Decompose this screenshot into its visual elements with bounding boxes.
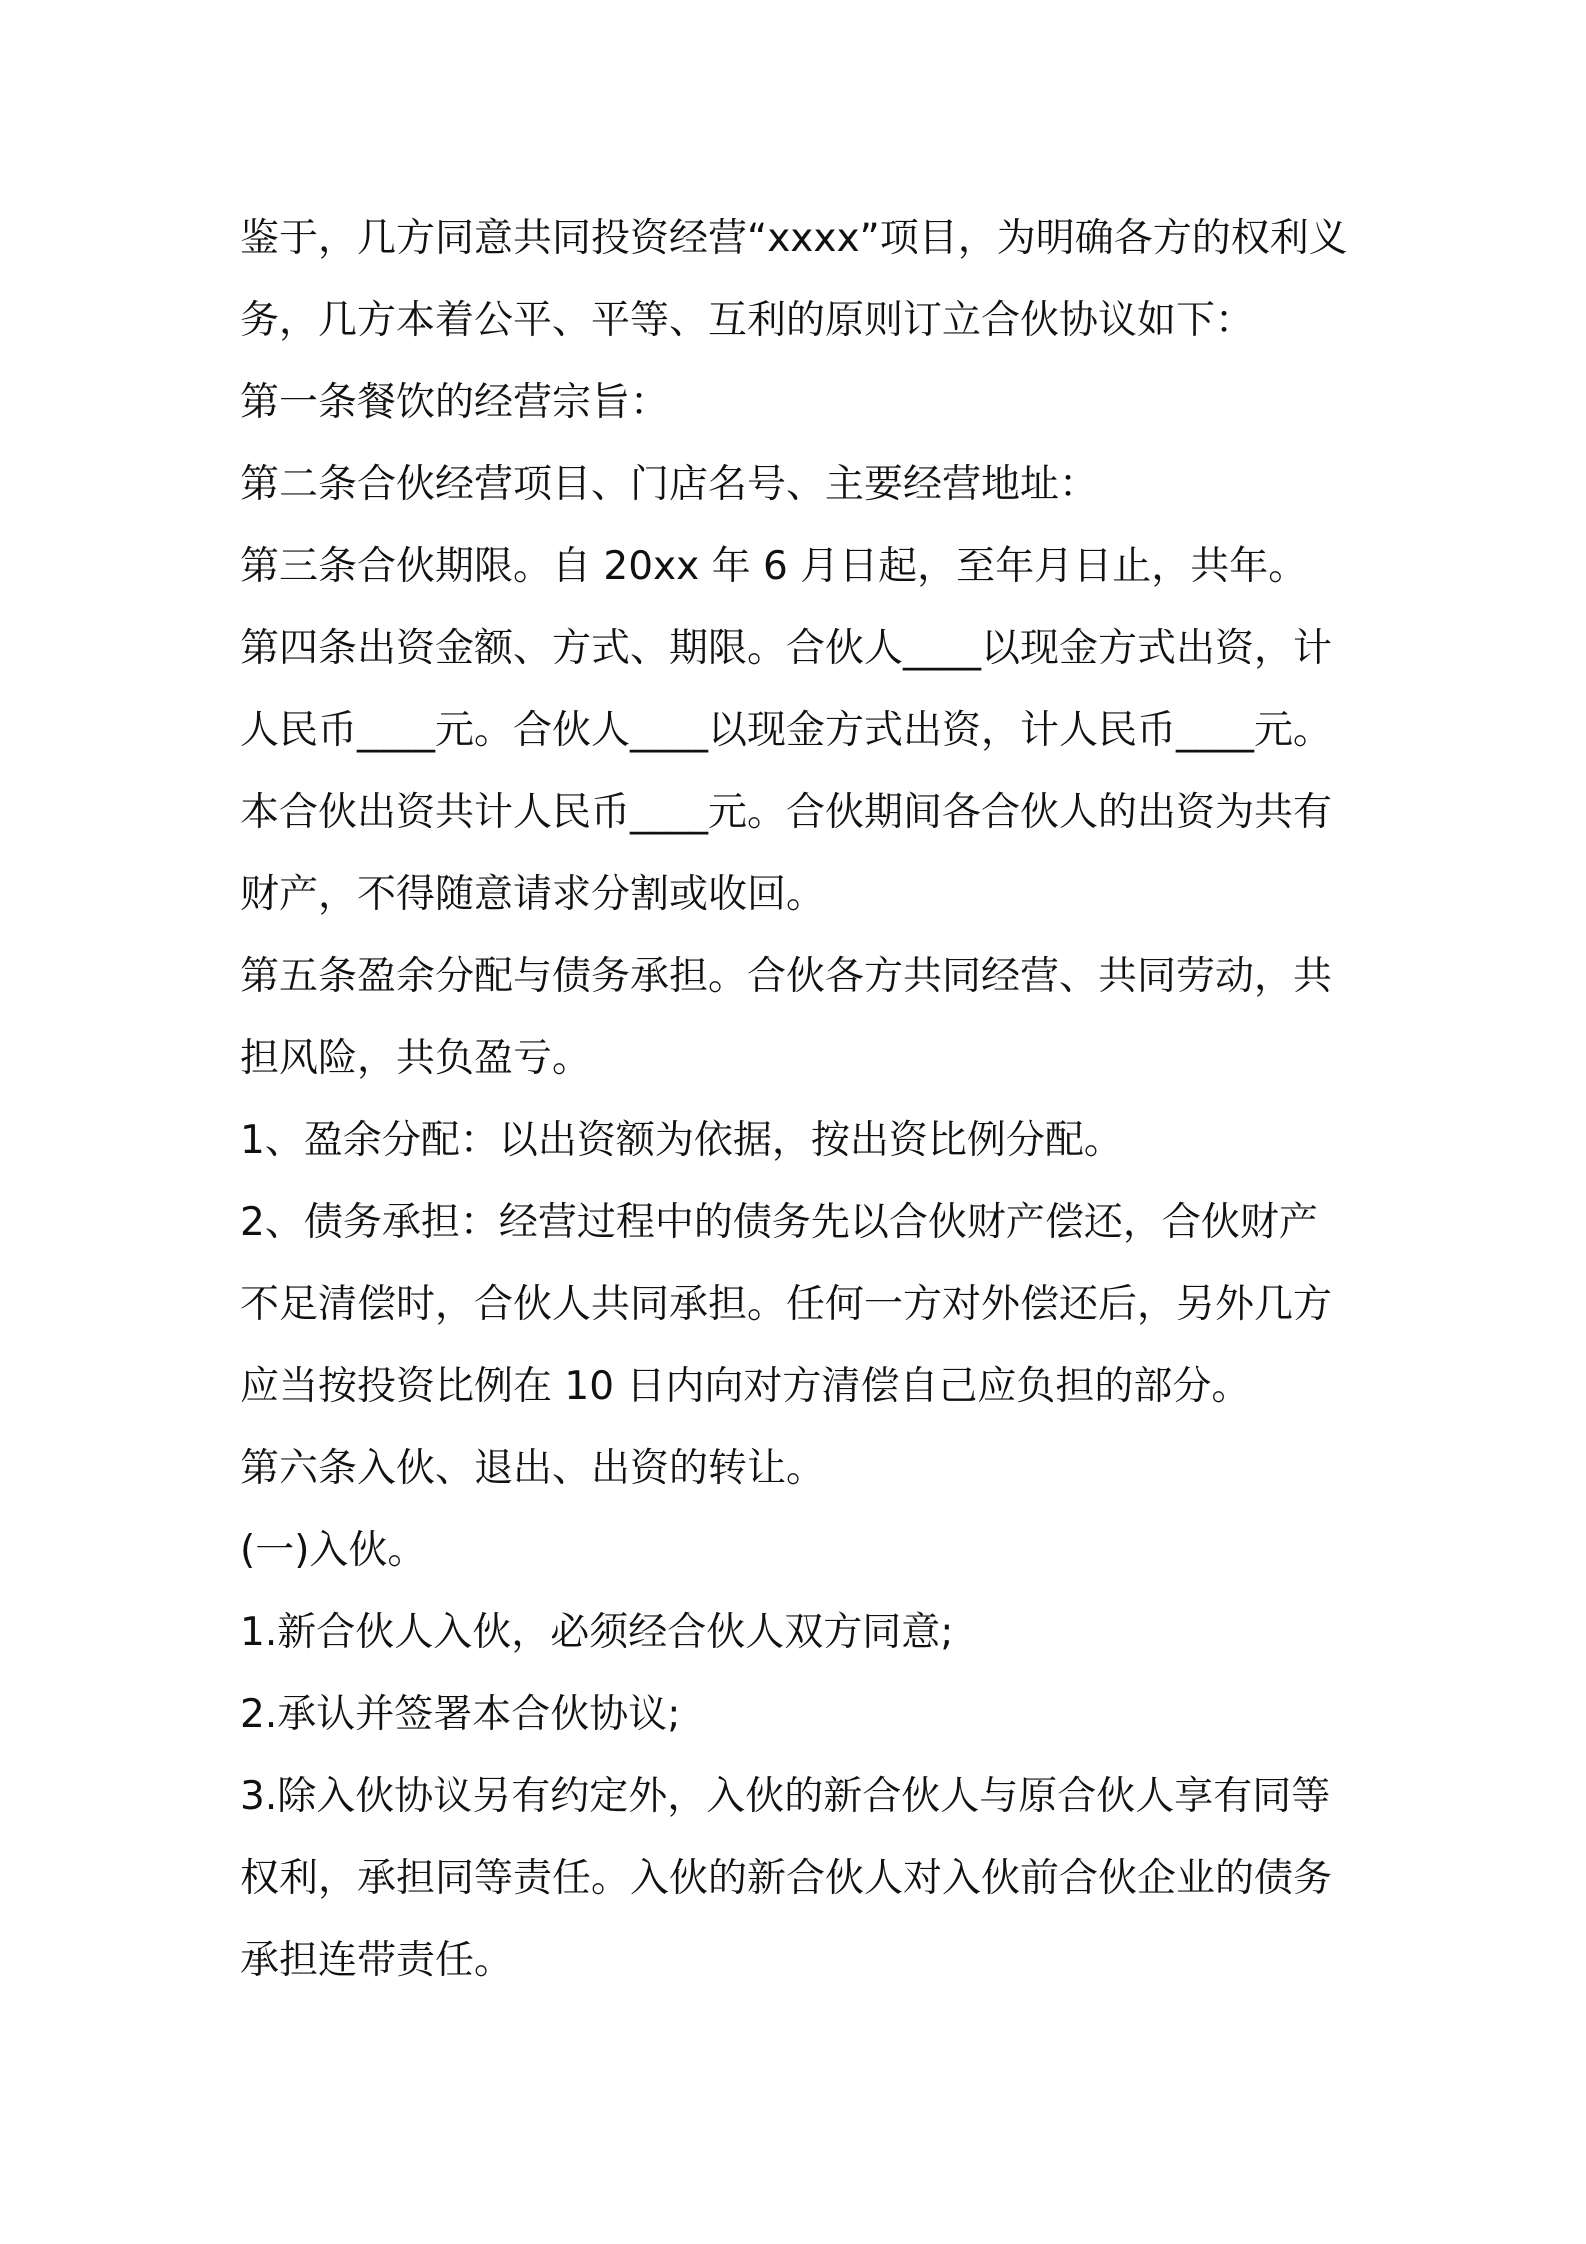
article-6-section-1-item-3: 3.除入伙协议另有约定外，入伙的新合伙人与原合伙人享有同等权利，承担同等责任。入伙的新合伙人对入伙前合伙企业的债务承担连带责任。 — [240, 1774, 1333, 1983]
article-6-section-1-heading: (一)入伙。 — [240, 1528, 427, 1573]
article-6-paragraph: 第六条入伙、退出、出资的转让。 — [240, 1446, 826, 1491]
article-2-paragraph: 第二条合伙经营项目、门店名号、主要经营地址： — [240, 462, 1099, 507]
article-4-paragraph: 第四条出资金额、方式、期限。合伙人____以现金方式出资，计人民币____元。合伙人____以现金方式出资，计人民币____元。本合伙出资共计人民币____元。合伙期间各合伙人的出资为共有财产，不得随意请求分割或收回。 — [240, 626, 1333, 917]
article-1-paragraph: 第一条餐饮的经营宗旨： — [240, 380, 670, 425]
preamble-paragraph: 鉴于，几方同意共同投资经营“xxxx”项目，为明确各方的权利义务，几方本着公平、平等、互利的原则订立合伙协议如下： — [240, 216, 1348, 343]
document-body — [240, 198, 1355, 2002]
article-6-section-1-item-2: 2.承认并签署本合伙协议; — [240, 1692, 681, 1737]
article-3-paragraph: 第三条合伙期限。自 20xx 年 6 月日起，至年月日止，共年。 — [240, 544, 1308, 589]
article-6-section-1-item-1: 1.新合伙人入伙，必须经合伙人双方同意; — [240, 1610, 954, 1655]
article-5-item-2: 2、债务承担：经营过程中的债务先以合伙财产偿还，合伙财产不足清偿时，合伙人共同承担。任何一方对外偿还后，另外几方应当按投资比例在 10 日内向对方清偿自己应负担的部分。 — [240, 1200, 1333, 1409]
article-5-paragraph: 第五条盈余分配与债务承担。合伙各方共同经营、共同劳动，共担风险，共负盈亏。 — [240, 954, 1333, 1081]
article-5-item-1: 1、盈余分配：以出资额为依据，按出资比例分配。 — [240, 1118, 1123, 1163]
